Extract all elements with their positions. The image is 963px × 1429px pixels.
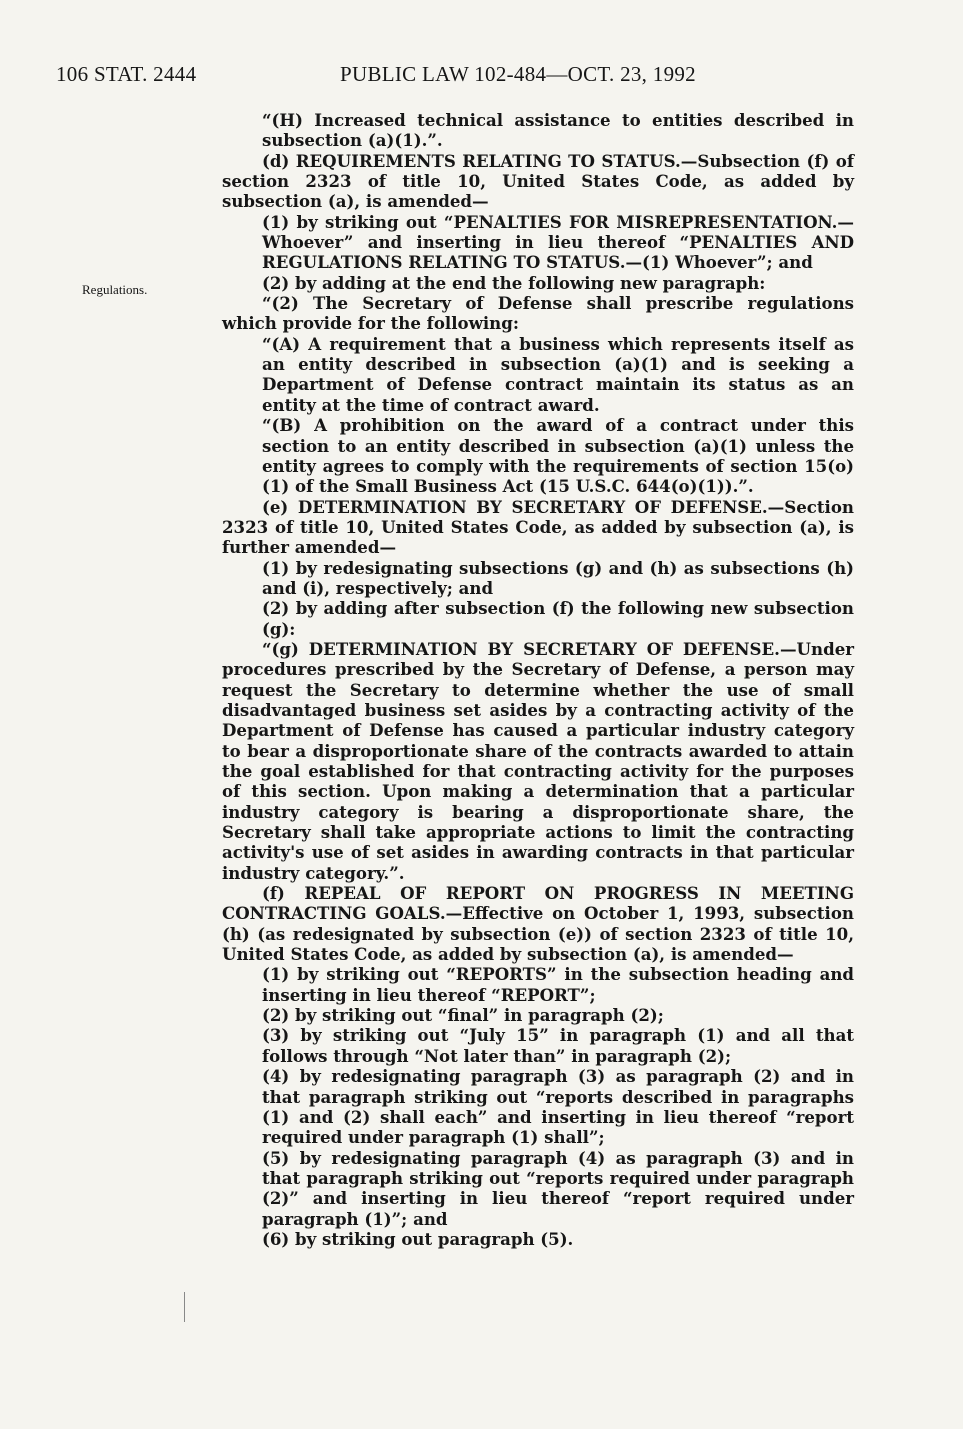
paragraph: (f) REPEAL OF REPORT ON PROGRESS IN MEETING CONTRACTING GOALS.—Effective on October 1, 1993, subsection (h) (as redesignated by subsection (e)) of section 2323 of title 10, United States Code, as added by subsection (a), is amended— bbox=[222, 883, 854, 965]
paragraph: (2) by adding at the end the following new paragraph: bbox=[262, 272, 766, 293]
margin-note-regulations: Regulations. bbox=[82, 282, 148, 297]
paragraph: (1) by striking out “REPORTS” in the subsection heading and inserting in lieu thereof “REPORT”; bbox=[262, 964, 854, 1005]
paragraph: (6) by striking out paragraph (5). bbox=[262, 1228, 574, 1249]
paragraph: “(2) The Secretary of Defense shall prescribe regulations which provide for the following: bbox=[222, 293, 854, 334]
paragraph: (d) REQUIREMENTS RELATING TO STATUS.—Subsection (f) of section 2323 of title 10, United States Code, as added by subsection (a), is amended— bbox=[222, 150, 854, 212]
paragraph: (2) by adding after subsection (f) the following new subsection (g): bbox=[262, 598, 854, 639]
paragraph: (1) by redesignating subsections (g) and (h) as subsections (h) and (i), respectively; and bbox=[262, 557, 854, 598]
paragraph: “(B) A prohibition on the award of a contract under this section to an entity described in subsection (a)(1) unless the entity agrees to comply with the requirements of section 15(o)(1) of the Small Business Act (15 U.S.C. 644(o)(1)).”. bbox=[262, 415, 854, 497]
paragraph: “(A) A requirement that a business which represents itself as an entity described in subsection (a)(1) and is seeking a Department of Defense contract maintain its status as an entity at the time of contract award. bbox=[262, 333, 854, 415]
page-header-title: PUBLIC LAW 102-484—OCT. 23, 1992 bbox=[340, 62, 696, 86]
paragraph: “(g) DETERMINATION BY SECRETARY OF DEFENSE.—Under procedures prescribed by the Secretary of Defense, a person may request the Secretary to determine whether the use of small disadvantaged business set asides by a contracting activity of the Department of Defense has caused a particular industry category to bear a disproportionate share of the contracts awarded to attain the goal established for that contracting activity for the purposes of this section. Upon making a determination that a particular industry category is bearing a disproportionate share, the Secretary shall take appropriate actions to limit the contracting activity's use of set asides in awarding contracts in that particular industry category.”. bbox=[222, 638, 854, 883]
statute-page-number: 106 STAT. 2444 bbox=[56, 62, 197, 86]
paragraph: (1) by striking out “PENALTIES FOR MISREPRESENTATION.—Whoever” and inserting in lieu thereof “PENALTIES AND REGULATIONS RELATING TO STATUS.—(1) Whoever”; and bbox=[262, 211, 854, 273]
paragraph: (4) by redesignating paragraph (3) as paragraph (2) and in that paragraph striking out “reports described in paragraphs (1) and (2) shall each” and inserting in lieu thereof “report required under paragraph (1) shall”; bbox=[262, 1066, 854, 1148]
paragraph: (5) by redesignating paragraph (4) as paragraph (3) and in that paragraph striking out “reports required under paragraph (2)” and inserting in lieu thereof “report required under paragraph (1)”; and bbox=[262, 1147, 854, 1229]
paragraph: (3) by striking out “July 15” in paragraph (1) and all that follows through “Not later than” in paragraph (2); bbox=[262, 1025, 854, 1066]
document-body bbox=[222, 110, 854, 1249]
pen-mark bbox=[184, 1292, 185, 1322]
paragraph: (e) DETERMINATION BY SECRETARY OF DEFENSE.—Section 2323 of title 10, United States Code, as added by subsection (a), is further amended— bbox=[222, 496, 854, 558]
paragraph: (2) by striking out “final” in paragraph (2); bbox=[262, 1005, 664, 1026]
paragraph: “(H) Increased technical assistance to entities described in subsection (a)(1).”. bbox=[262, 110, 854, 151]
